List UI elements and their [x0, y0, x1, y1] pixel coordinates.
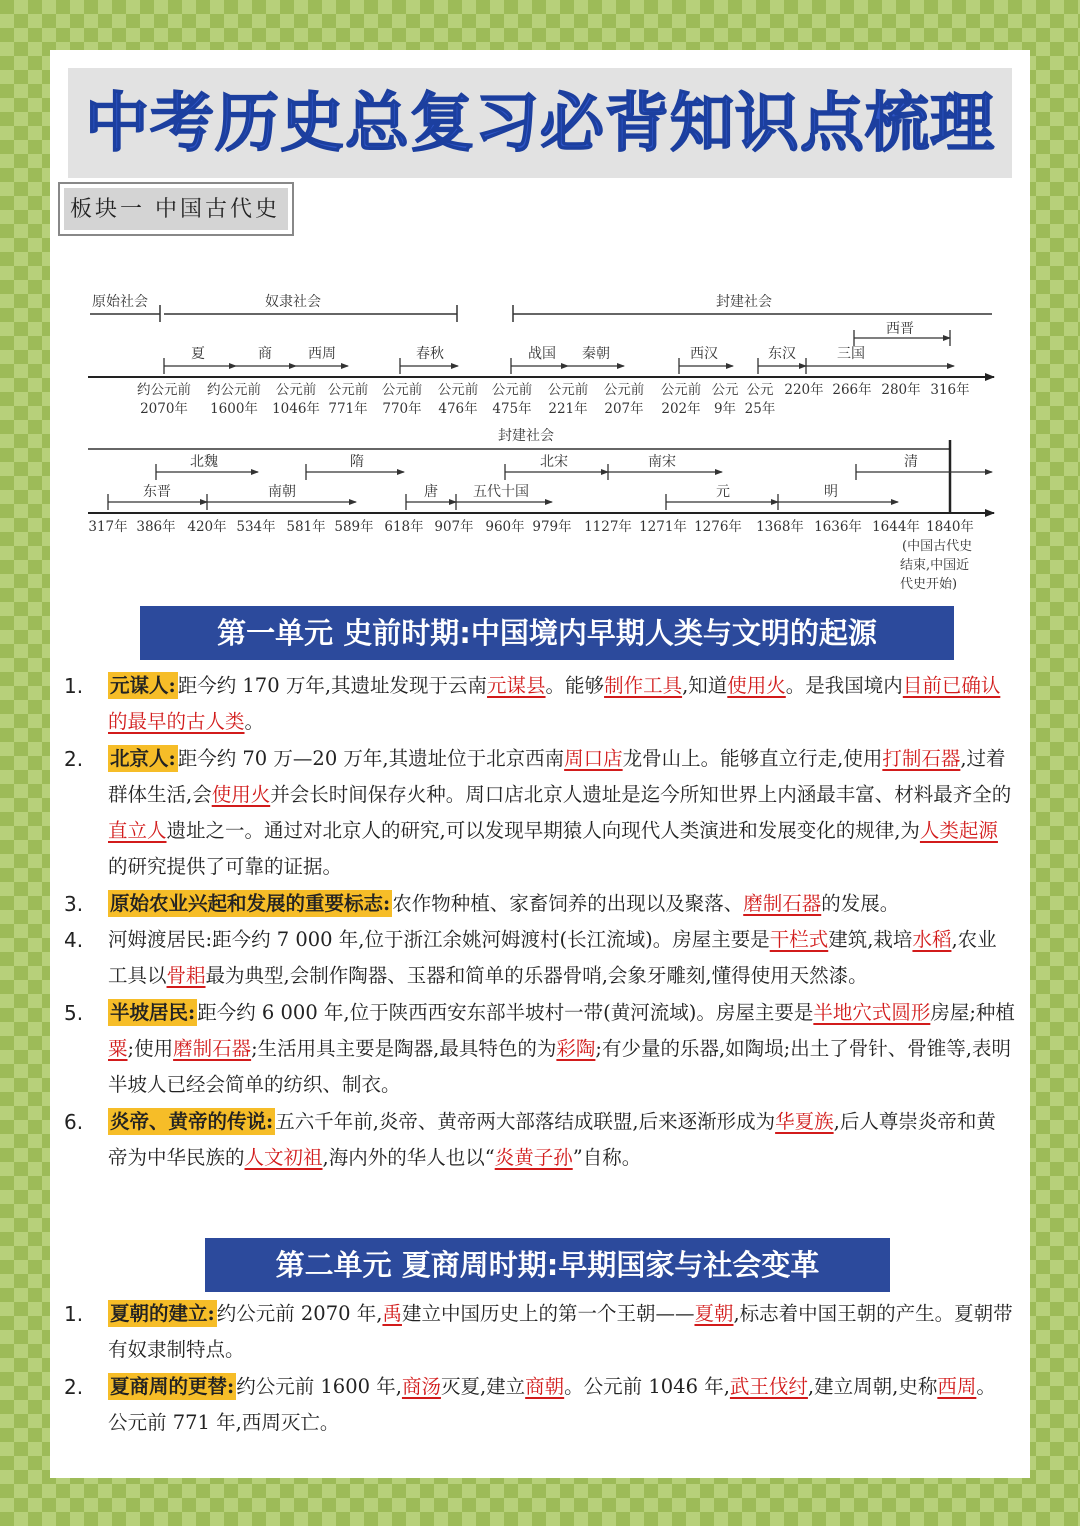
- item-text: 龙骨山上。能够直立行走,使用: [622, 746, 883, 770]
- key-term: 武王伐纣: [729, 1374, 808, 1398]
- unit2-list: [60, 1296, 1015, 1441]
- item-text: 五六千年前,炎帝、黄帝两大部落结成联盟,后来逐渐形成为: [275, 1109, 776, 1133]
- key-term: 粟: [108, 1036, 128, 1060]
- item-text: 。公元前 1046 年,: [564, 1374, 730, 1398]
- period-label: 南朝: [268, 484, 296, 500]
- chronology-timeline: [0, 0, 1080, 600]
- item-text: ;生活用具主要是陶器,最具特色的为: [251, 1036, 557, 1060]
- item-number: 4.: [64, 928, 84, 953]
- date-label: 1127年: [584, 519, 632, 535]
- key-term: 使用火: [211, 782, 271, 806]
- list-item: [60, 1369, 1015, 1442]
- period-label: 唐: [424, 484, 438, 500]
- date-label: 770年: [382, 401, 422, 417]
- period-label: 三国: [837, 346, 865, 362]
- item-text: 约公元前 2070 年,: [216, 1302, 383, 1325]
- item-text: 距今约 170 万年,其遗址发现于云南: [177, 674, 488, 697]
- date-label: 618年: [384, 519, 424, 535]
- date-label: 约公元前: [207, 382, 261, 398]
- list-item: [60, 922, 1015, 995]
- timeline-note: 结束,中国近: [900, 558, 970, 573]
- period-label: 春秋: [416, 346, 444, 362]
- item-text: 最为典型,会制作陶器、玉器和简单的乐器骨哨,会象牙雕刻,懂得使用天然漆。: [205, 964, 868, 988]
- date-label: 534年: [236, 519, 276, 535]
- date-label: 公元前: [660, 382, 702, 398]
- item-text: ,农业工具以: [108, 928, 997, 988]
- date-label: 公元: [746, 382, 774, 398]
- page-title: 中考历史总复习必背知识点梳理: [85, 87, 995, 161]
- item-text: 遗址之一。通过对北京人的研究,可以发现早期猿人向现代人类演进和发展变化的规律,为: [166, 819, 920, 843]
- key-term: 制作工具: [604, 674, 683, 697]
- key-term: 华夏族: [775, 1109, 834, 1133]
- period-label: 隋: [350, 454, 364, 470]
- date-label: 公元前: [491, 382, 533, 398]
- item-text: 建立中国历史上的第一个王朝——: [401, 1302, 695, 1325]
- item-text: 距今约 70 万—20 万年,其遗址位于北京西南: [177, 746, 565, 770]
- date-label: 207年: [604, 401, 644, 417]
- list-item: [60, 886, 1015, 922]
- key-term: 水稻: [912, 928, 952, 952]
- date-label: 1600年: [210, 401, 258, 417]
- date-label: 公元前: [327, 382, 369, 398]
- key-term: 人文初祖: [244, 1145, 323, 1169]
- timeline-note: (中国古代史: [902, 539, 973, 554]
- date-label: 9年: [713, 401, 737, 417]
- item-text: 距今约 6 000 年,位于陕西西安东部半坡村一带(黄河流域)。房屋主要是: [197, 1000, 814, 1024]
- date-label: 1644年: [872, 519, 920, 535]
- item-number: 1.: [64, 1302, 84, 1326]
- item-text: 农作物种植、家畜饲养的出现以及聚落、: [392, 891, 744, 915]
- item-heading: 元谋人:: [110, 674, 176, 697]
- item-text: 。能够: [545, 674, 605, 697]
- item-number: 3.: [64, 891, 84, 916]
- item-text: 约公元前 1600 年,: [236, 1374, 402, 1398]
- key-term: 使用火: [727, 674, 786, 697]
- item-text: 。公元前 771 年,西周灭亡。: [108, 1374, 996, 1434]
- list-item: [60, 741, 1015, 886]
- date-label: 316年: [930, 382, 970, 398]
- date-label: 公元前: [603, 382, 645, 398]
- key-term: 炎黄子孙: [494, 1145, 573, 1169]
- period-label: 北魏: [190, 454, 218, 470]
- item-text: ,建立周朝,史称: [807, 1374, 938, 1398]
- date-label: 581年: [286, 519, 326, 535]
- era-label-feudal: 封建社会: [716, 294, 772, 310]
- date-label: 公元前: [275, 382, 317, 398]
- era-label-slave: 奴隶社会: [265, 294, 321, 310]
- list-item: [60, 1104, 1015, 1177]
- date-label: 公元前: [437, 382, 479, 398]
- date-label: 约公元前: [137, 382, 191, 398]
- date-label: 1271年: [639, 519, 687, 535]
- item-text: ,标志着中国王朝的产生。夏朝带有奴隶制特点。: [108, 1302, 1013, 1362]
- item-text: 建筑,栽培: [828, 928, 913, 952]
- item-heading: 夏商周的更替:: [110, 1374, 235, 1398]
- key-term: 周口店: [564, 746, 623, 770]
- key-term: 元谋县: [487, 674, 546, 697]
- period-label: 清: [904, 454, 918, 470]
- item-text: 房屋;种植: [930, 1000, 1015, 1024]
- date-label: 2070年: [140, 401, 188, 417]
- item-text: 。是我国境内: [785, 674, 903, 697]
- item-text: ;有少量的乐器,如陶埙;出土了骨针、骨锥等,表明半坡人已经会简单的纺织、制衣。: [108, 1036, 1011, 1097]
- item-text: ,后人尊崇炎帝和黄帝为中华民族的: [108, 1109, 996, 1169]
- unit1-list: [60, 668, 1015, 1176]
- key-term: 夏朝: [694, 1302, 734, 1325]
- unit2-title: 第二单元 夏商周时期:早期国家与社会变革: [205, 1238, 890, 1292]
- date-label: 公元: [711, 382, 739, 398]
- period-label: 明: [824, 484, 838, 500]
- date-label: 202年: [661, 401, 701, 417]
- date-label: 220年: [784, 382, 824, 398]
- period-label: 元: [716, 484, 730, 500]
- item-text: 灭夏,建立: [440, 1374, 526, 1398]
- key-term: 西周: [937, 1374, 977, 1398]
- key-term: 打制石器: [882, 746, 961, 770]
- item-number: 2.: [64, 746, 84, 771]
- key-term: 目前已确认的最早的古人类: [108, 674, 1001, 734]
- date-label: 475年: [492, 401, 532, 417]
- block-label-text: 板块一 中国古代史: [64, 188, 288, 230]
- date-label: 386年: [136, 519, 176, 535]
- era-label-primitive: 原始社会: [92, 294, 148, 310]
- item-heading: 北京人:: [110, 746, 176, 770]
- date-label: 960年: [485, 519, 525, 535]
- item-number: 5.: [64, 1000, 84, 1025]
- period-label: 商: [258, 346, 272, 362]
- date-label: 25年: [744, 401, 776, 417]
- key-term: 禹: [382, 1302, 402, 1325]
- date-label: 1636年: [814, 519, 862, 535]
- date-label: 771年: [328, 401, 368, 417]
- key-term: 直立人: [108, 819, 167, 843]
- date-label: 1840年: [926, 519, 974, 535]
- key-term: 商朝: [525, 1374, 565, 1398]
- item-text: ,知道: [682, 674, 728, 697]
- period-label: 东晋: [143, 484, 171, 500]
- date-label: 589年: [334, 519, 374, 535]
- period-label: 五代十国: [473, 484, 529, 500]
- period-label: 东汉: [768, 346, 796, 362]
- item-heading: 原始农业兴起和发展的重要标志:: [110, 891, 391, 915]
- date-label: 公元前: [547, 382, 589, 398]
- key-term: 磨制石器: [743, 891, 822, 915]
- period-label: 北宋: [540, 454, 568, 470]
- item-text: 的研究提供了可靠的证据。: [108, 855, 343, 879]
- date-label: 420年: [187, 519, 227, 535]
- date-label: 公元前: [381, 382, 423, 398]
- timeline-note: 代史开始): [900, 577, 958, 592]
- key-term: 商汤: [401, 1374, 441, 1398]
- date-label: 221年: [548, 401, 588, 417]
- era-label-feudal-2: 封建社会: [498, 428, 554, 444]
- period-label: 南宋: [648, 454, 676, 470]
- item-text: 的发展。: [821, 891, 900, 915]
- item-text: 并会长时间保存火种。周口店北京人遗址是迄今所知世界上内涵最丰富、材料最齐全的: [270, 782, 1012, 806]
- item-text: ;使用: [127, 1036, 174, 1060]
- unit1-title: 第一单元 史前时期:中国境内早期人类与文明的起源: [140, 606, 954, 660]
- period-label: 西周: [308, 346, 336, 362]
- item-number: 2.: [64, 1374, 84, 1399]
- date-label: 1368年: [756, 519, 804, 535]
- item-number: 1.: [64, 674, 84, 698]
- period-label: 夏: [191, 346, 205, 362]
- list-item: [60, 668, 1015, 741]
- period-label: 西晋: [886, 321, 914, 337]
- item-text: ,海内外的华人也以“: [322, 1145, 495, 1169]
- date-label: 907年: [434, 519, 474, 535]
- key-term: 人类起源: [919, 819, 998, 843]
- date-label: 476年: [438, 401, 478, 417]
- item-text: ,过着群体生活,会: [108, 746, 1006, 806]
- key-term: 干栏式: [769, 928, 829, 952]
- key-term: 骨耜: [166, 964, 206, 988]
- date-label: 266年: [832, 382, 872, 398]
- date-label: 280年: [881, 382, 921, 398]
- item-heading: 炎帝、黄帝的传说:: [110, 1109, 274, 1133]
- list-item: [60, 995, 1015, 1104]
- item-text: 河姆渡居民:距今约 7 000 年,位于浙江余姚河姆渡村(长江流域)。房屋主要是: [108, 928, 770, 952]
- date-label: 1276年: [694, 519, 742, 535]
- item-heading: 夏朝的建立:: [110, 1302, 215, 1325]
- period-label: 战国: [528, 346, 556, 362]
- key-term: 彩陶: [556, 1036, 596, 1060]
- key-term: 半地穴式圆形: [813, 1000, 931, 1024]
- period-label: 秦朝: [582, 346, 610, 362]
- date-label: 1046年: [272, 401, 320, 417]
- item-text: 。: [244, 710, 265, 734]
- period-label: 西汉: [690, 346, 718, 362]
- item-heading: 半坡居民:: [110, 1000, 196, 1024]
- item-number: 6.: [64, 1109, 84, 1134]
- list-item: [60, 1296, 1015, 1369]
- item-text: ”自称。: [572, 1145, 642, 1169]
- date-label: 317年: [88, 519, 128, 535]
- key-term: 磨制石器: [173, 1036, 252, 1060]
- date-label: 979年: [532, 519, 572, 535]
